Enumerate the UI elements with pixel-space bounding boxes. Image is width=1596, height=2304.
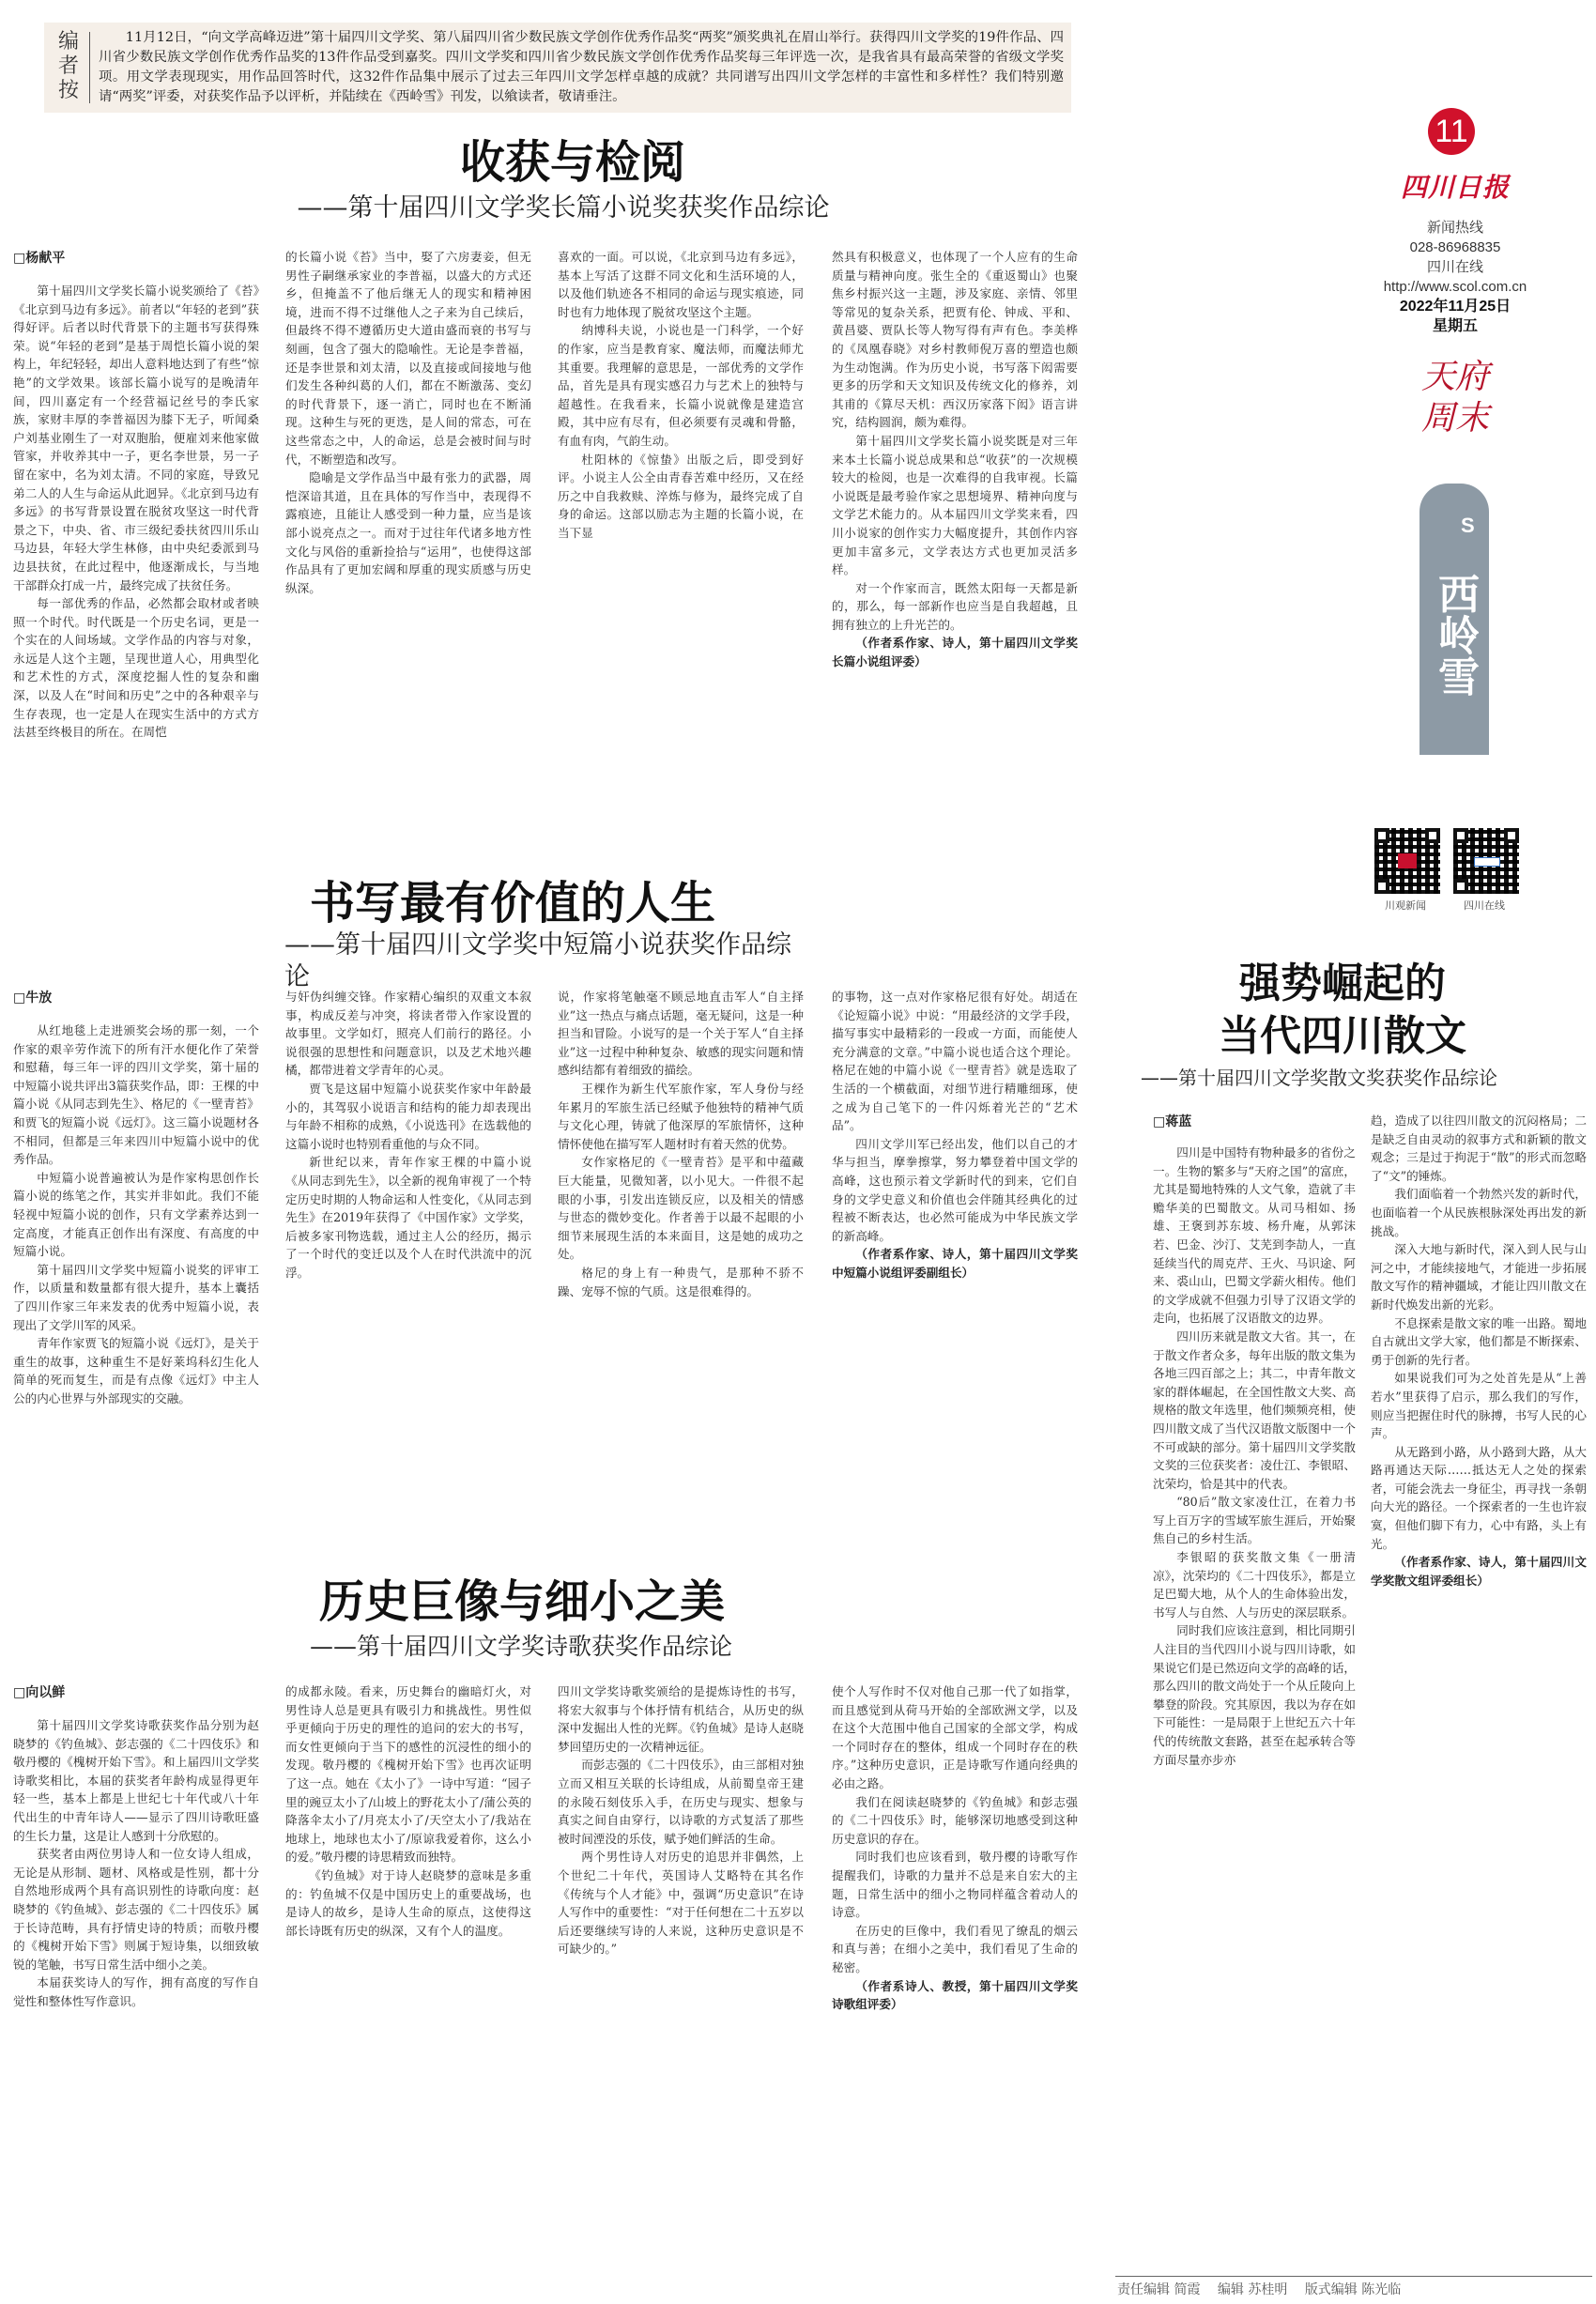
column-name-tab <box>1420 545 1489 755</box>
article-3-column-1 <box>13 1716 259 2298</box>
paragraph: 对一个作家而言，既然太阳每一天都是新的，那么，每一部新作也应当是自我超越，且拥有独立的上升光芒的。 <box>832 580 1078 632</box>
paragraph: 四川是中国特有物种最多的省份之一。生物的繁多与“天府之国”的富庶，尤其是蜀地特殊的人文气象，造就了丰赡华美的巴蜀散文。从司马相如、扬雄、王褒到苏东坡、杨升庵，从郭沫若、巴金、沙汀、艾芜到李劼人，一直延续当代的周克芹、王火、马识途、阿来、裘山山，巴蜀文学薪火相传。他们的文学成就不但强力引导了汉语文学的走向，也拓展了汉语散文的边界。 <box>1153 1145 1356 1326</box>
article-4-column-2 <box>1371 1112 1587 2266</box>
qr-label-chuanguan: 川观新闻 <box>1385 900 1426 912</box>
page-number-badge: 11 <box>1428 108 1475 155</box>
credit-editor: 编辑 苏桂明 <box>1217 2282 1288 2297</box>
paragraph: 《钓鱼城》对于诗人赵晓梦的意味是多重的：钓鱼城不仅是中国历史上的重要战场，也是诗人的故乡，是诗人生命的原点，这使得这部长诗既有历史的纵深，又有个人的温度。 <box>285 1867 531 1938</box>
paragraph: 第十届四川文学奖诗歌获奖作品分别为赵晓梦的《钓鱼城》、彭志强的《二十四伎乐》和敬丹樱的《槐树开始下雪》。和上届四川文学奖诗歌奖相比，本届的获奖者年龄构成显得更年轻一些，基本上都是上世纪七十年代或八十年代出生的中青年诗人——显示了四川诗歌旺盛的生长力量，这是让人感到十分欣慰的。 <box>13 1718 259 1843</box>
paragraph: 获奖者由两位男诗人和一位女诗人组成，无论是从形制、题材、风格或是性别，都十分自然地形成两个具有高识别性的诗歌向度：赵晓梦的《钓鱼城》、彭志强的《二十四伎乐》属于长诗范畴，具有抒情史诗的特质；而敬丹樱的《槐树开始下雪》则属于短诗集，以细致敏锐的笔触，书写日常生活中细小之美。 <box>13 1847 259 1972</box>
article-4-subtitle: ——第十届四川文学奖散文奖获奖作品综论 <box>1141 1067 1497 1089</box>
article-2-author-credit: （作者系作家、诗人，第十届四川文学奖中短篇小说组评委副组长） <box>832 1247 1078 1280</box>
article-4-byline: □蒋蓝 <box>1153 1114 1192 1129</box>
issue-date: 2022年11月25日 <box>1399 299 1512 315</box>
article-3-column-4 <box>832 1682 1078 2298</box>
paragraph: 四川文学奖诗歌奖颁给的是提炼诗性的书写，将宏大叙事与个体抒情有机结合，从历史的纵深中发掘出人性的光辉。《钓鱼城》是诗人赵晓梦回望历史的一次精神远征。 <box>558 1684 804 1754</box>
article-1-subtitle: ——第十届四川文学奖长篇小说奖获奖作品综论 <box>297 193 830 223</box>
article-1-column-1 <box>13 282 259 859</box>
article-4-title-line-2: 当代四川散文 <box>1219 1012 1466 1060</box>
paragraph: 四川历来就是散文大省。其一，在于散文作者众多，每年出版的散文集为各地三四百部之上；其二，中青年散文家的群体崛起，在全国性散文大奖、高规格的散文年选里，他们频频亮相，使四川散文成了当代汉语散文版图中一个不可或缺的部分。第十届四川文学奖散文奖的三位获奖者：凌仕江、李银昭、沈荣均，恰是其中的代表。 <box>1153 1329 1356 1491</box>
article-2-column-3 <box>558 988 804 1547</box>
paragraph: 第十届四川文学奖中短篇小说奖的评审工作，以质量和数量都有很大提升，基本上囊括了四川作家三年来发表的优秀中短篇小说，表现出了文学川军的风采。 <box>13 1262 259 1332</box>
site-url[interactable]: http://www.scol.com.cn <box>1383 279 1527 295</box>
issue-weekday: 星期五 <box>1432 318 1478 334</box>
paragraph: 如果说我们可为之处首先是从“上善若水”里获得了启示，那么我们的写作，则应当把握住时代的脉搏，书写人民的心声。 <box>1371 1371 1587 1441</box>
editorial-credits <box>1117 2280 1414 2298</box>
masthead-info <box>1371 218 1540 336</box>
paragraph: “80后”散文家凌仕江，在着力书写上百万字的雪域军旅生涯后，开始聚焦自己的乡村生活。 <box>1153 1495 1356 1546</box>
hotline-label: 新闻热线 <box>1426 220 1483 236</box>
paragraph: 喜欢的一面。可以说，《北京到马边有多远》，基本上写活了这群不同文化和生活环境的人，以及他们轨迹各不相同的命运与现实痕迹，同时也有力地体现了脱贫攻坚这个主题。 <box>558 250 804 319</box>
paragraph: 与奸伪纠缠交锋。作家精心编织的双重文本叙事，构成反差与冲突，将读者带入作家设置的故事里。文学如灯，照亮人们前行的路径。小说很强的思想性和问题意识，以及艺术地兴趣橘，都带进着文学青年的心灵。 <box>285 990 531 1078</box>
paragraph: 使个人写作时不仅对他自己那一代了如指掌，而且感觉到从荷马开始的全部欧洲文学，以及在这个大范围中他自己国家的全部文学，构成一个同时存在的整体，组成一个同时存在的秩序。”这种历史意识，正是诗歌写作通向经典的必由之路。 <box>832 1684 1078 1790</box>
article-1-column-2 <box>285 248 531 858</box>
article-4-column-1 <box>1153 1144 1356 2270</box>
article-3-column-3 <box>558 1682 804 2298</box>
paragraph: 深入大地与新时代，深入到人民与山河之中，才能续接地气，才能进一步拓展散文写作的精神疆域，才能让四川散文在新时代焕发出新的光彩。 <box>1371 1242 1587 1312</box>
paragraph: 王棵作为新生代军旅作家，军人身份与经年累月的军旅生活已经赋予他独特的精神气质与文化心理，铸就了他深厚的军旅情怀，这种情怀使他在描写军人题材时有着天然的优势。 <box>558 1081 804 1151</box>
qr-finder <box>1374 879 1389 894</box>
article-1-author-credit: （作者系作家、诗人，第十届四川文学奖长篇小说组评委） <box>832 636 1078 669</box>
article-2-subtitle: ——第十届四川文学奖中短篇小说获奖作品综论 <box>284 930 791 991</box>
paragraph: 同时我们应该注意到，相比同期引人注目的当代四川小说与四川诗歌，如果说它们是已然迈向文学的高峰的话，那么四川的散文尚处于一个从丘陵向上攀登的阶段。究其原因，我以为存在如下可能性：一是局限于上世纪五六十年代的传统散文套路，甚至在起承转合等方面尽量亦步亦 <box>1153 1623 1356 1767</box>
paragraph: 第十届四川文学奖长篇小说奖既是对三年来本土长篇小说总成果和总“收获”的一次规模较大的检阅，也是一次难得的自我审视。长篇小说既是最考验作家之思想境界、精神向度与文学艺术能力的。从本届四川文学奖来看，四川小说家的创作实力大幅度提升，其创作内容更加丰富多元，文学表达方式也更加灵活多样。 <box>832 433 1078 577</box>
article-1-column-3 <box>558 248 804 858</box>
qr-code-scol[interactable] <box>1451 826 1521 896</box>
paragraph: 新世纪以来，青年作家王棵的中篇小说《从同志到先生》，以全新的视角审视了一个特定历史时期的人物命运和人性变化，《从同志到先生》在2019年获得了《中国作家》文学奖，后被多家刊物选载，通过主人公的经历，揭示了一个时代的变迁以及个人在时代洪流中的沉浮。 <box>285 1155 531 1280</box>
paragraph: 从红地毯上走进颁奖会场的那一刻，一个作家的艰辛劳作流下的所有汗水便化作了荣誉和慰藉，每三年一评的四川文学奖，第十届的中短篇小说共评出3篇获奖作品，即：王棵的中篇小说《从同志到先生》、格尼的《一壁青苔》和贾飞的短篇小说《远灯》。这三篇小说题材各不相同，但都是三年来四川中短篇小说中的优秀作品。 <box>13 1023 259 1167</box>
credit-layout-editor: 版式编辑 陈光临 <box>1304 2282 1402 2297</box>
paragraph: 纳博科夫说，小说也是一门科学，一个好的作家，应当是教育家、魔法师，而魔法师尤其重要。我理解的意思是，一部优秀的文学作品，首先是具有现实感召力与艺术上的独特与超越性。在我看来，长篇小说就像是建造宫殿，其中应有尽有，但必须要有灵魂和骨骼，有血有肉，气韵生动。 <box>558 323 804 448</box>
paragraph: 第十届四川文学奖长篇小说奖颁给了《苔》《北京到马边有多远》。前者以“年轻的老到”获得好评。后者以时代背景下的主题书写获得殊荣。说“年轻的老到”是基于周恺长篇小说的架构上，年纪轻轻，却出人意料地达到了有些“惊艳”的文学效果。该部长篇小说写的是晚清年间，四川嘉定有一个经营福记丝号的李氏家族，家财丰厚的李普福因为膝下无子，听闻桑户刘基业刚生了一对双胞胎，便雇刘来他家做管家，并收养其中一子，更名李世景，另一子留在家中，名为刘太清。不同的家庭，导致兄弟二人的人生与命运从此迥异。《北京到马边有多远》的书写背景设置在脱贫攻坚这一时代背景之下，中央、省、市三级纪委扶贫四川乐山马边县，年轻大学生林修，由中央纪委派到马边县扶贫，在此过程中，他逐渐成长，与当地干部群众打成一片，最终完成了扶贫任务。 <box>13 284 259 592</box>
paragraph: 同时我们也应该看到，敬丹樱的诗歌写作提醒我们，诗歌的力量并不总是来自宏大的主题，日常生活中的细小之物同样蕴含着动人的诗意。 <box>832 1850 1078 1920</box>
scol-badge-icon <box>1474 857 1500 867</box>
article-4-title-line-1: 强势崛起的 <box>1239 960 1446 1007</box>
article-4-author-credit: （作者系作家、诗人，第十届四川文学奖散文组评委组长） <box>1371 1555 1587 1588</box>
editor-note-divider <box>89 32 90 103</box>
paragraph: 女作家格尼的《一壁青苔》是平和中蕴藏巨大能量，见微知著，以小见大。一件很不起眼的小事，引发出连锁反应，以及相关的情感与世态的微妙变化。作者善于以最不起眼的小细节来展现生活的本来面目，这是她的成功之处。 <box>558 1155 804 1262</box>
qr-finder <box>1374 828 1389 843</box>
editor-note <box>44 23 1071 113</box>
article-3-subtitle: ——第十届四川文学奖诗歌获奖作品综论 <box>310 1633 733 1660</box>
paragraph: 从无路到小路，从小路到大路，从大路再通达天际……抵达无人之处的探索者，可能会洗去一身征尘，再寻找一条朝向大光的路径。一个探索者的一生也许寂寞，但他们脚下有力，心中有路，头上有光。 <box>1371 1444 1587 1551</box>
footer-divider <box>1115 2276 1592 2277</box>
paragraph: 格尼的身上有一种贵气，是那种不骄不躁、宠辱不惊的气质。这是很难得的。 <box>558 1265 804 1298</box>
paragraph: 的成都永陵。看来，历史舞台的幽暗灯火，对男性诗人总是更具有吸引力和挑战性。男性似乎更倾向于历史的理性的追问的宏大的书写，而女性更倾向于当下的感性的沉浸性的细小的发现。敬丹樱的《槐树开始下雪》也再次证明了这一点。她在《太小了》一诗中写道：“园子里的豌豆太小了/山坡上的野花太小了/蒲公英的降落伞太小了/月亮太小了/天空太小了/我站在地球上，地球也太小了/原谅我爱着你，这么小的爱。”敬丹樱的诗思精致而独特。 <box>285 1684 531 1865</box>
paragraph: 我们面临着一个勃然兴发的新时代，也面临着一个从民族根脉深处再出发的新挑战。 <box>1371 1187 1587 1238</box>
hotline-number: 028-86968835 <box>1409 239 1501 255</box>
qr-label-scol: 四川在线 <box>1464 900 1505 912</box>
article-2-column-2 <box>285 988 531 1547</box>
article-1-column-4 <box>832 248 1078 877</box>
article-1-byline: □杨献平 <box>13 251 66 266</box>
newspaper-masthead: 四川日报 <box>1400 172 1510 203</box>
qr-code-chuanguan[interactable] <box>1373 826 1442 896</box>
logo-line-1: 天府 <box>1420 358 1489 396</box>
article-3-byline: □向以鲜 <box>13 1685 66 1700</box>
paragraph: 杜阳林的《惊蛰》出版之后，即受到好评。小说主人公全由青春苦难中经历，又在经历之中自我救赎、淬炼与修为，最终完成了自身的命运。这部以励志为主题的长篇小说，在当下显 <box>558 452 804 540</box>
paragraph: 两个男性诗人对历史的追思并非偶然，上个世纪二十年代，英国诗人艾略特在其名作《传统与个人才能》中，强调“历史意识”在诗人写作中的重要性：“对于任何想在二十五岁以后还要继续写诗的人来说，这种历史意识是不可缺少的。” <box>558 1850 804 1957</box>
paragraph: 中短篇小说普遍被认为是作家构思创作长篇小说的练笔之作，其实并非如此。我们不能轻视中短篇小说的创作，只有文学素养达到一定高度，才能真正创作出有深度、有高度的中短篇小说。 <box>13 1170 259 1259</box>
qr-finder <box>1425 828 1440 843</box>
paragraph: 李银昭的获奖散文集《一册清凉》，沈荣均的《二十四伎乐》，都是立足巴蜀大地，从个人的生命体验出发，书写人与自然、人与历史的深层联系。 <box>1153 1550 1356 1620</box>
credit-chief-editor: 责任编辑 简霞 <box>1117 2282 1201 2297</box>
paragraph: 的事物，这一点对作家格尼很有好处。胡适在《论短篇小说》中说：“用最经济的文学手段，描写事实中最精彩的一段或一方面，而能使人充分满意的文章。”中篇小说也适合这个理论。格尼在她的中篇小说《一壁青苔》就是选取了生活的一个横截面，对细节进行精雕细琢，使之成为自己笔下的一件闪烁着光芒的“艺术品”。 <box>832 990 1078 1133</box>
editor-note-text: 11月12日，“向文学高峰迈进”第十届四川文学奖、第八届四川省少数民族文学创作优秀作品奖“两奖”颁奖典礼在眉山举行。获得四川文学奖的19件作品、四川省少数民族文学创作优秀作品奖的13件作品受到嘉奖。四川文学奖和四川省少数民族文学创作优秀作品奖每三年评选一次，是我省具有最高荣誉的省级文学奖项。用文学表现现实，用作品回答时代，这32件作品集中展示了过去三年四川文学怎样卓越的成就？共同谱写出四川文学怎样的丰富性和多样性？我们特别邀请“两奖”评委，对获奖作品予以评析，并陆续在《西岭雪》刊发，以飨读者，敬请垂注。 <box>99 30 1064 104</box>
paragraph: 每一部优秀的作品，必然都会取材或者映照一个时代。时代既是一个历史名词，更是一个实在的人间场域。文学作品的内容与对象，永远是人这个主题，呈现世道人心，用典型化和艺术性的方式，深度挖掘人性的复杂和幽深，以及人在“时间和历史”之中的各种艰辛与生存表现，也一定是人在现实生活中的方式方法甚至终极目的所在。在周恺 <box>13 596 259 740</box>
seal-letter: S <box>1461 514 1475 537</box>
paragraph: 青年作家贾飞的短篇小说《远灯》，是关于重生的故事，这种重生不是好莱坞科幻生化人简单的死而复生，而是有点像《远灯》中主人公的内心世界与外部现实的交融。 <box>13 1336 259 1405</box>
paragraph: 不息探索是散文家的唯一出路。蜀地自古就出文学大家，他们都是不断探索、勇于创新的先行者。 <box>1371 1315 1587 1367</box>
qr-finder <box>1453 879 1468 894</box>
paragraph: 然具有积极意义，也体现了一个人应有的生命质量与精神向度。张生全的《重返蜀山》也聚焦乡村振兴这一主题，涉及家庭、亲情、邻里等常见的复杂关系，把贾有伦、钟成、平和、黄昌婆、贾队长等人物写得有声有色。李美桦的《凤凰春晓》对乡村教师倪万喜的塑造也颇为生动饱满。作为历史小说，书写落下闳需要更多的历学和天文知识及传统文化的修养，刘其甫的《算尽天机：西汉历家落下闳》语言讲究，结构圆润，颇为难得。 <box>832 250 1078 430</box>
article-2-column-1 <box>13 1021 259 1547</box>
paragraph: 贾飞是这届中短篇小说获奖作家中年龄最小的，其驾驭小说语言和结构的能力却表现出与年龄不相称的成熟，《小说选刊》在选载他的这篇小说时也特别看重他的与众不同。 <box>285 1081 531 1151</box>
logo-line-2: 周末 <box>1420 399 1489 438</box>
paragraph: 趋，造成了以往四川散文的沉闷格局；二是缺乏自由灵动的叙事方式和新颖的散文观念；三是过于拘泥于“散”的形式而忽略了“文”的锤炼。 <box>1371 1114 1587 1183</box>
paragraph: 隐喻是文学作品当中最有张力的武器，周恺深谙其道，且在具体的写作当中，表现得不露痕迹，且能让人感受到一种力量，应当是该部小说亮点之一。而对于过往年代诸多地方性文化与风俗的重新捡拾与“运用”，也使得这部作品具有了更加宏阔和厚重的现实质感与历史纵深。 <box>285 470 531 595</box>
site-label: 四川在线 <box>1426 259 1483 275</box>
article-3-author-credit: （作者系诗人、教授，第十届四川文学奖诗歌组评委） <box>832 1978 1078 2012</box>
paragraph: 本届获奖诗人的写作，拥有高度的写作自觉性和整体性写作意识。 <box>13 1975 259 2008</box>
paragraph: 我们在阅读赵晓梦的《钓鱼城》和彭志强的《二十四伎乐》时，能够深切地感受到这种历史意识的存在。 <box>832 1794 1078 1846</box>
qr-finder <box>1453 828 1468 843</box>
article-2-byline: □牛放 <box>13 991 53 1006</box>
qr-code-group <box>1373 826 1532 929</box>
tianfu-weekend-logo <box>1408 357 1502 439</box>
paragraph: 说，作家将笔触毫不顾忌地直击军人“自主择业”这一热点与痛点话题，毫无疑问，这是一种担当和冒险。小说写的是一个关于军人“自主择业”这一过程中种种复杂、敏感的现实问题和情感纠结都有着细致的描绘。 <box>558 990 804 1078</box>
qr-finder <box>1504 828 1519 843</box>
article-1-title: 收获与检阅 <box>459 136 685 189</box>
article-3-column-2 <box>285 1682 531 2298</box>
chuanguan-badge-icon <box>1398 853 1417 868</box>
article-3-title: 历史巨像与细小之美 <box>319 1575 726 1628</box>
column-name: 西岭雪 <box>1431 573 1479 697</box>
editor-note-label: 编者按 <box>57 30 79 102</box>
paragraph: 的长篇小说《苔》当中，娶了六房妻妾，但无男性子嗣继承家业的李普福，以盛大的方式还乡，但掩盖不了他后继无人的现实和精神困境，进而不得不过继他人之子来为自己续后，但最终不得不遵循历史大道由盛而衰的书写与刻画，包含了强大的隐喻性。无论是李普福，还是李世景和刘太清，以及直接或间接地与他们发生各种纠葛的人们，都在不断激荡、变幻的时代背景下，逐一消亡，同时也在不断涌现。这种生与死的更迭，是人间的常态，可在这些常态之中，人的命运，总是会被时间与时代，不断塑造和改写。 <box>285 250 531 467</box>
paragraph: 四川文学川军已经出发，他们以自己的才华与担当，摩拳擦掌，努力攀登着中国文学的高峰，这也预示着文学新时代的到来，它们自身的文学史意义和价值也会伴随其经典化的过程被不断表达，也必然可能成为中华民族文学的新高峰。 <box>832 1136 1078 1243</box>
paragraph: 而彭志强的《二十四伎乐》，由三部相对独立而又相互关联的长诗组成，从前蜀皇帝王建的永陵石刻伎乐入手，在历史与现实、想象与真实之间自由穿行，以诗歌的方式复活了那些被时间湮没的乐伎，赋予她们鲜活的生命。 <box>558 1758 804 1846</box>
paragraph: 在历史的巨像中，我们看见了缭乱的烟云和真与善；在细小之美中，我们看见了生命的秘密。 <box>832 1923 1078 1974</box>
article-2-column-4 <box>832 988 1078 1551</box>
article-2-title: 书写最有价值的人生 <box>310 877 716 929</box>
